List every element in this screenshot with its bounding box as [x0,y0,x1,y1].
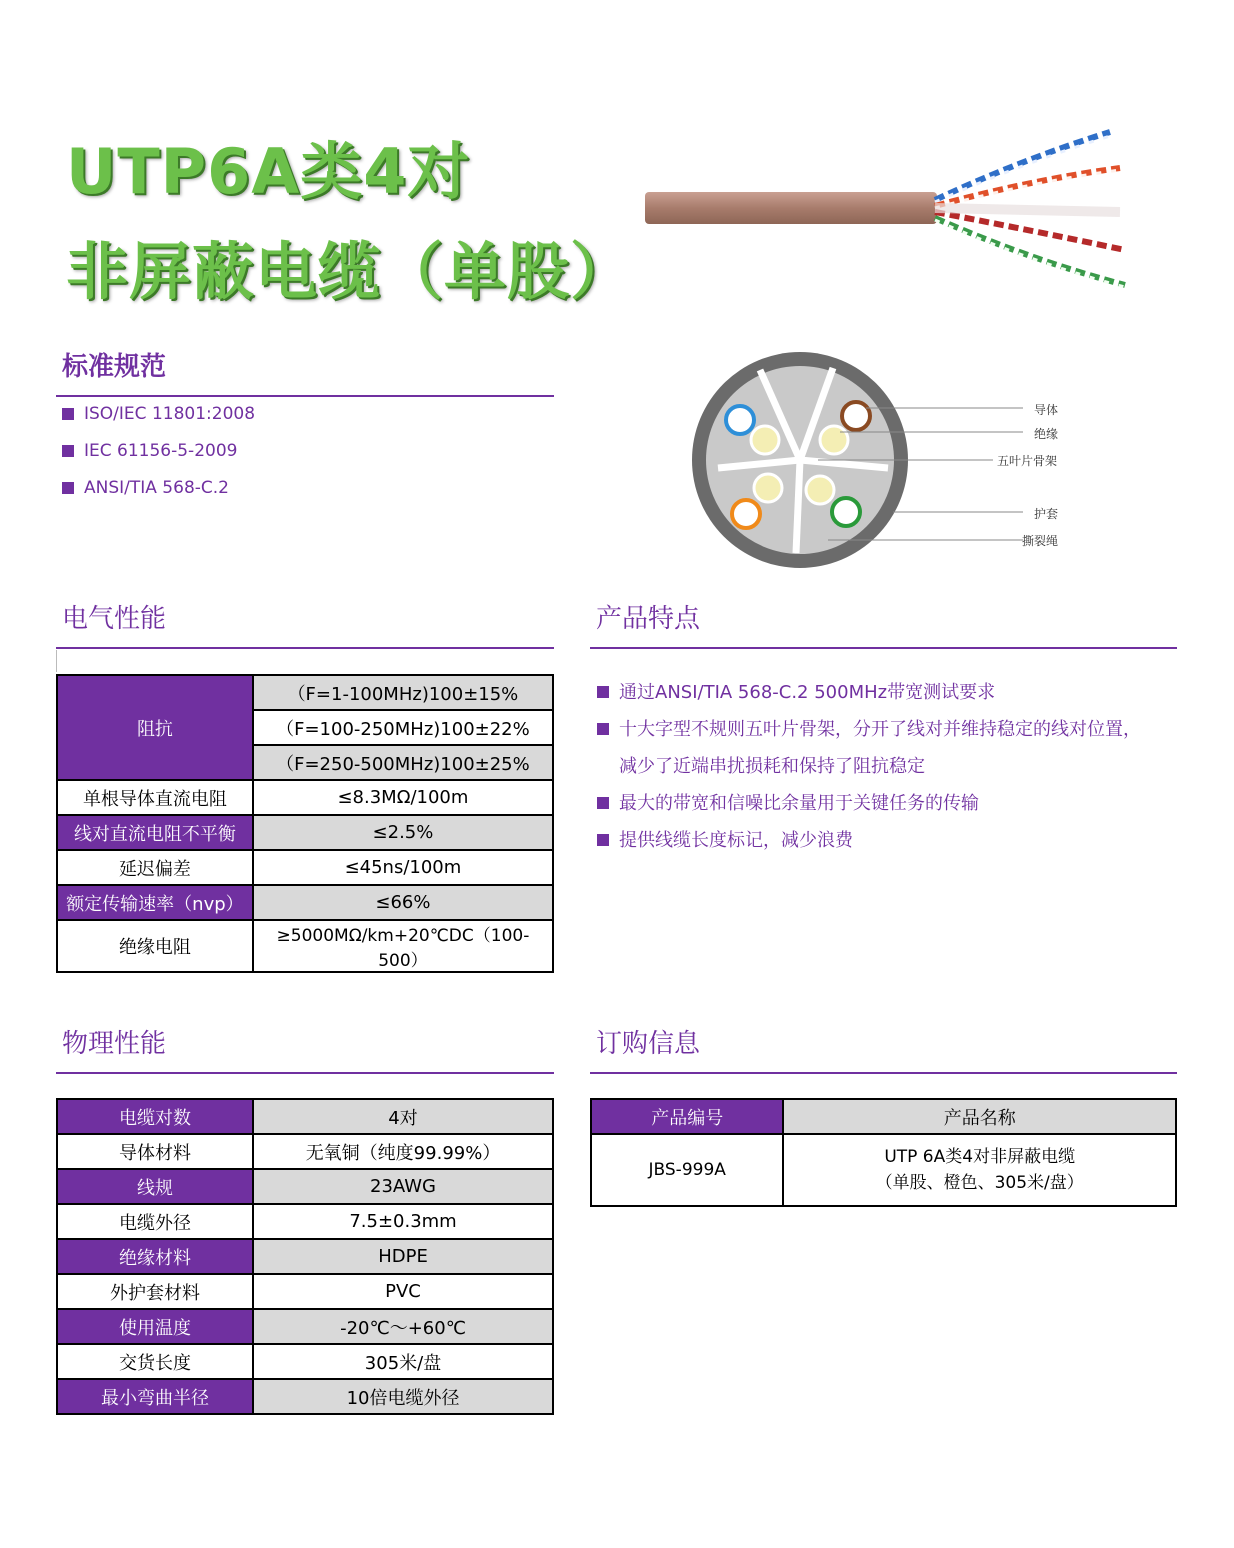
standard-item: ANSI/TIA 568-C.2 [62,478,229,498]
row-label: 绝缘材料 [57,1239,253,1274]
table-row [57,1344,553,1379]
standards-divider [56,395,554,397]
table-row [57,675,553,710]
table-row [57,885,553,920]
electrical-heading: 电气性能 [62,604,167,634]
features-heading: 产品特点 [596,604,701,634]
bullet-square-icon [597,723,609,735]
impedance-label: 阻抗 [57,675,253,780]
row-label: 线规 [57,1169,253,1204]
bullet-square-icon [62,445,74,457]
page-title-line2: 非屏蔽电缆（单股） [66,235,634,308]
list-item: 提供线缆长度标记，减少浪费 [597,822,1187,859]
ordering-heading: 订购信息 [596,1029,701,1059]
electrical-divider [56,647,554,649]
electrical-table [56,674,554,973]
product-code: JBS-999A [591,1134,783,1206]
table-row [57,1239,553,1274]
table-row [57,1099,553,1134]
bullet-square-icon [62,408,74,420]
bullet-square-icon [597,686,609,698]
row-label: 单根导体直流电阻 [57,780,253,815]
product-name-line1: UTP 6A类4对非屏蔽电缆 [884,1147,1076,1167]
row-value: HDPE [253,1239,553,1274]
row-value: ≤2.5% [253,815,553,850]
standard-item: ISO/IEC 11801:2008 [62,404,255,424]
table-row [57,920,553,972]
row-value: 10倍电缆外径 [253,1379,553,1414]
product-name-line2: （单股、橙色、305米/盘） [875,1173,1084,1193]
row-value: 23AWG [253,1169,553,1204]
table-row [57,780,553,815]
physical-table [56,1098,554,1415]
row-value: 7.5±0.3mm [253,1204,553,1239]
row-value: ≤66% [253,885,553,920]
page-title-line1: UTP6A类4对 [66,135,471,208]
row-value: PVC [253,1274,553,1309]
features-divider [590,647,1177,649]
table-row [57,1309,553,1344]
label-jacket: 护套 [1034,507,1059,521]
ordering-table [590,1098,1177,1207]
features-list [597,674,1187,859]
table-header-row [591,1099,1176,1134]
row-label: 最小弯曲半径 [57,1379,253,1414]
row-label: 电缆对数 [57,1099,253,1134]
table-row [57,1379,553,1414]
impedance-value: （F=250-500MHz)100±25% [253,745,553,780]
cable-photo [640,120,1140,300]
physical-heading: 物理性能 [62,1029,167,1059]
table-row [57,850,553,885]
list-item: 通过ANSI/TIA 568-C.2 500MHz带宽测试要求 [597,674,1187,711]
row-label: 外护套材料 [57,1274,253,1309]
table-row [591,1134,1176,1206]
row-value: ≥5000MΩ/km+20℃DC（100-500） [253,920,553,972]
impedance-value: （F=100-250MHz)100±22% [253,710,553,745]
row-label: 绝缘电阻 [57,920,253,972]
label-separator: 五叶片骨架 [997,454,1058,468]
list-item: 十大字型不规则五叶片骨架，分开了线对并维持稳定的线对位置， [597,711,1187,748]
label-insulation: 绝缘 [1034,427,1059,441]
row-value: -20℃～+60℃ [253,1309,553,1344]
label-ripcord: 撕裂绳 [1022,534,1059,548]
col-header-code: 产品编号 [591,1099,783,1134]
row-label: 电缆外径 [57,1204,253,1239]
row-value: ≤45ns/100m [253,850,553,885]
bullet-square-icon [597,797,609,809]
row-value: ≤8.3MΩ/100m [253,780,553,815]
standards-heading: 标准规范 [62,352,167,382]
label-conductor: 导体 [1034,403,1059,417]
bullet-square-icon [62,482,74,494]
table-row [57,815,553,850]
ordering-divider [590,1072,1177,1074]
row-value: 无氧铜（纯度99.99%） [253,1134,553,1169]
table-row [57,1274,553,1309]
table-row [57,1169,553,1204]
row-label: 使用温度 [57,1309,253,1344]
product-name [783,1134,1176,1206]
list-item: 最大的带宽和信噪比余量用于关键任务的传输 [597,785,1187,822]
row-value: 305米/盘 [253,1344,553,1379]
row-label: 额定传输速率（nvp） [57,885,253,920]
row-label: 延迟偏差 [57,850,253,885]
divider-tick [56,650,57,672]
impedance-value: （F=1-100MHz)100±15% [253,675,553,710]
row-label: 交货长度 [57,1344,253,1379]
physical-divider [56,1072,554,1074]
list-item-continuation: 减少了近端串扰损耗和保持了阻抗稳定 [619,756,925,777]
row-label: 导体材料 [57,1134,253,1169]
col-header-name: 产品名称 [783,1099,1176,1134]
standard-item: IEC 61156-5-2009 [62,441,237,461]
bullet-square-icon [597,834,609,846]
row-value: 4对 [253,1099,553,1134]
table-row [57,1204,553,1239]
table-row [57,1134,553,1169]
row-label: 线对直流电阻不平衡 [57,815,253,850]
